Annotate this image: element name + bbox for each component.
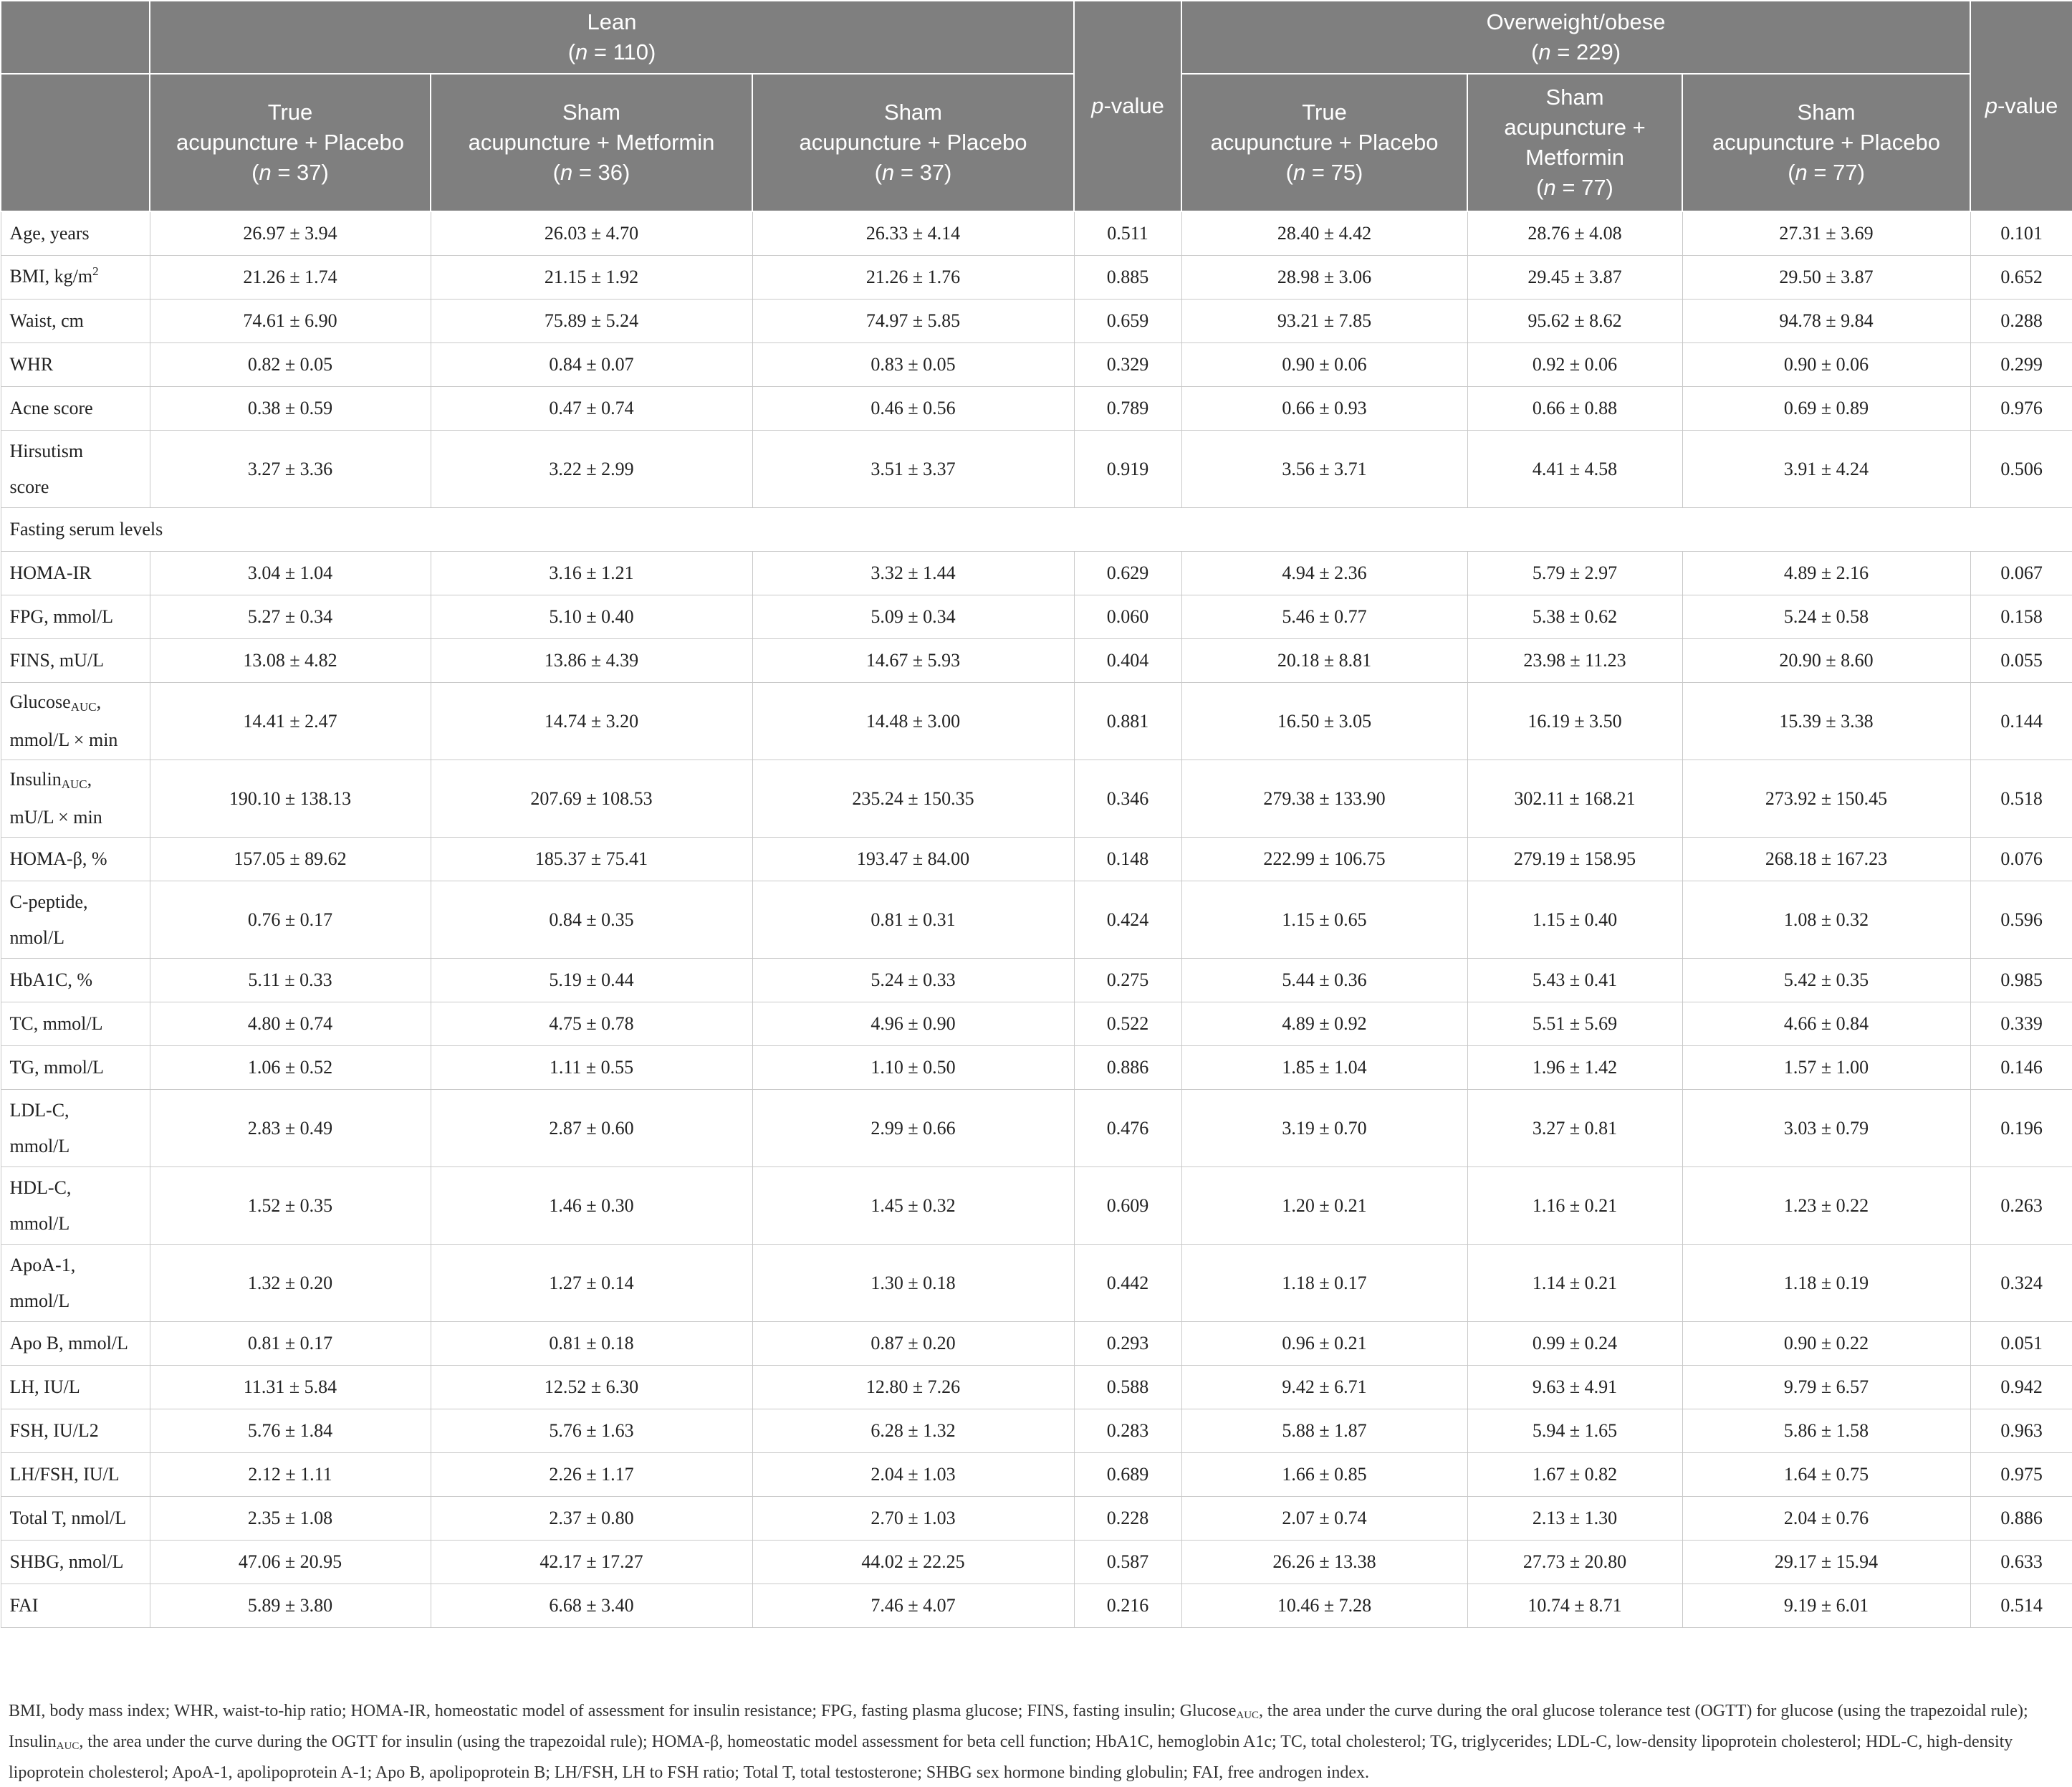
p-value-cell: 0.506 [1970, 431, 2072, 508]
group-header-n: (n = 36) [552, 160, 630, 185]
value-cell: 7.46 ± 4.07 [752, 1584, 1074, 1628]
value-cell: 28.40 ± 4.42 [1181, 211, 1467, 256]
value-cell: 15.39 ± 3.38 [1682, 683, 1970, 760]
group-header-line1: Sham [884, 100, 942, 125]
group-header-n: (n = 37) [251, 160, 329, 185]
value-cell: 27.31 ± 3.69 [1682, 211, 1970, 256]
value-cell: 1.18 ± 0.19 [1682, 1245, 1970, 1322]
value-cell: 1.66 ± 0.85 [1181, 1453, 1467, 1497]
value-cell: 14.41 ± 2.47 [150, 683, 431, 760]
value-cell: 268.18 ± 167.23 [1682, 838, 1970, 881]
group-header-n: (n = 75) [1285, 160, 1363, 185]
group-header-line1: Sham [1545, 85, 1604, 110]
value-cell: 193.47 ± 84.00 [752, 838, 1074, 881]
p-value-cell: 0.514 [1970, 1584, 2072, 1628]
p-value-cell: 0.228 [1074, 1497, 1181, 1541]
table-row [1, 508, 2072, 552]
value-cell: 0.90 ± 0.22 [1682, 1322, 1970, 1366]
p-value-cell: 0.652 [1970, 256, 2072, 300]
value-cell: 16.19 ± 3.50 [1467, 683, 1682, 760]
value-cell: 14.74 ± 3.20 [431, 683, 752, 760]
value-cell: 47.06 ± 20.95 [150, 1541, 431, 1584]
value-cell: 157.05 ± 89.62 [150, 838, 431, 881]
p-value-cell: 0.886 [1074, 1046, 1181, 1090]
p-value-cell: 0.689 [1074, 1453, 1181, 1497]
value-cell: 27.73 ± 20.80 [1467, 1541, 1682, 1584]
value-cell: 16.50 ± 3.05 [1181, 683, 1467, 760]
value-cell: 26.97 ± 3.94 [150, 211, 431, 256]
value-cell: 5.51 ± 5.69 [1467, 1002, 1682, 1046]
value-cell: 2.04 ± 1.03 [752, 1453, 1074, 1497]
table-row [1, 838, 2072, 881]
value-cell: 0.66 ± 0.93 [1181, 387, 1467, 431]
p-value-cell: 0.424 [1074, 881, 1181, 959]
p-value-cell: 0.522 [1074, 1002, 1181, 1046]
value-cell: 9.63 ± 4.91 [1467, 1366, 1682, 1409]
row-label: HbA1C, % [1, 959, 150, 1002]
value-cell: 273.92 ± 150.45 [1682, 760, 1970, 838]
row-label: Insulin$_{AUC}$, mU/L × min [1, 760, 150, 838]
value-cell: 0.81 ± 0.18 [431, 1322, 752, 1366]
p-value-cell: 0.885 [1074, 256, 1181, 300]
value-cell: 14.48 ± 3.00 [752, 683, 1074, 760]
table-row [1, 1453, 2072, 1497]
value-cell: 3.91 ± 4.24 [1682, 431, 1970, 508]
row-label: LH/FSH, IU/L [1, 1453, 150, 1497]
group-header-n: (n = 37) [874, 160, 952, 185]
value-cell: 2.26 ± 1.17 [431, 1453, 752, 1497]
row-label: ApoA-1, mmol/L [1, 1245, 150, 1322]
value-cell: 5.86 ± 1.58 [1682, 1409, 1970, 1453]
row-label: FSH, IU/L2 [1, 1409, 150, 1453]
value-cell: 5.88 ± 1.87 [1181, 1409, 1467, 1453]
value-cell: 0.87 ± 0.20 [752, 1322, 1074, 1366]
group-header-1 [150, 74, 431, 211]
value-cell: 14.67 ± 5.93 [752, 639, 1074, 683]
value-cell: 3.32 ± 1.44 [752, 552, 1074, 595]
value-cell: 302.11 ± 168.21 [1467, 760, 1682, 838]
value-cell: 5.89 ± 3.80 [150, 1584, 431, 1628]
value-cell: 0.66 ± 0.88 [1467, 387, 1682, 431]
table-body [1, 211, 2072, 1628]
value-cell: 3.04 ± 1.04 [150, 552, 431, 595]
row-label: BMI, $kg/m^2$ [1, 256, 150, 300]
value-cell: 0.90 ± 0.06 [1682, 343, 1970, 387]
value-cell: 2.07 ± 0.74 [1181, 1497, 1467, 1541]
value-cell: 5.24 ± 0.58 [1682, 595, 1970, 639]
value-cell: 0.90 ± 0.06 [1181, 343, 1467, 387]
table-row [1, 1366, 2072, 1409]
value-cell: 1.96 ± 1.42 [1467, 1046, 1682, 1090]
value-cell: 1.20 ± 0.21 [1181, 1167, 1467, 1245]
row-label: FAI [1, 1584, 150, 1628]
group-header-line1: True [1302, 100, 1347, 125]
value-cell: 4.66 ± 0.84 [1682, 1002, 1970, 1046]
value-cell: 10.74 ± 8.71 [1467, 1584, 1682, 1628]
value-cell: 1.45 ± 0.32 [752, 1167, 1074, 1245]
row-label: C-peptide, nmol/L [1, 881, 150, 959]
value-cell: 5.94 ± 1.65 [1467, 1409, 1682, 1453]
value-cell: 0.46 ± 0.56 [752, 387, 1074, 431]
p-value-cell: 0.942 [1970, 1366, 2072, 1409]
section-label: Fasting serum levels [1, 508, 2072, 552]
value-cell: 2.13 ± 1.30 [1467, 1497, 1682, 1541]
table-row [1, 1002, 2072, 1046]
value-cell: 0.96 ± 0.21 [1181, 1322, 1467, 1366]
table-row [1, 552, 2072, 595]
value-cell: 190.10 ± 138.13 [150, 760, 431, 838]
p-value-cell: 0.886 [1970, 1497, 2072, 1541]
value-cell: 0.69 ± 0.89 [1682, 387, 1970, 431]
table-row [1, 211, 2072, 256]
p-value-cell: 0.919 [1074, 431, 1181, 508]
table-row [1, 639, 2072, 683]
value-cell: 1.08 ± 0.32 [1682, 881, 1970, 959]
p-value-cell: 0.144 [1970, 683, 2072, 760]
value-cell: 5.11 ± 0.33 [150, 959, 431, 1002]
value-cell: 222.99 ± 106.75 [1181, 838, 1467, 881]
value-cell: 5.44 ± 0.36 [1181, 959, 1467, 1002]
row-label: Glucose$_{AUC}$, mmol/L × min [1, 683, 150, 760]
p-value-cell: 0.293 [1074, 1322, 1181, 1366]
row-label: Total T, nmol/L [1, 1497, 150, 1541]
value-cell: 2.99 ± 0.66 [752, 1090, 1074, 1167]
value-cell: 21.26 ± 1.76 [752, 256, 1074, 300]
value-cell: 26.26 ± 13.38 [1181, 1541, 1467, 1584]
value-cell: 1.15 ± 0.65 [1181, 881, 1467, 959]
value-cell: 5.19 ± 0.44 [431, 959, 752, 1002]
value-cell: 0.82 ± 0.05 [150, 343, 431, 387]
value-cell: 0.99 ± 0.24 [1467, 1322, 1682, 1366]
value-cell: 3.27 ± 3.36 [150, 431, 431, 508]
group-header-line2: acupuncture + Metformin [468, 130, 715, 155]
value-cell: 6.28 ± 1.32 [752, 1409, 1074, 1453]
p-value-cell: 0.609 [1074, 1167, 1181, 1245]
value-cell: 0.38 ± 0.59 [150, 387, 431, 431]
table-row [1, 343, 2072, 387]
row-label: Hirsutism score [1, 431, 150, 508]
value-cell: 2.70 ± 1.03 [752, 1497, 1074, 1541]
value-cell: 28.76 ± 4.08 [1467, 211, 1682, 256]
p-value-cell: 0.404 [1074, 639, 1181, 683]
p-value-cell: 0.283 [1074, 1409, 1181, 1453]
group-header-line2: acupuncture + [1504, 115, 1646, 140]
p-value-cell: 0.346 [1074, 760, 1181, 838]
table-row [1, 1090, 2072, 1167]
table-row [1, 1245, 2072, 1322]
value-cell: 3.03 ± 0.79 [1682, 1090, 1970, 1167]
value-cell: 5.24 ± 0.33 [752, 959, 1074, 1002]
value-cell: 2.83 ± 0.49 [150, 1090, 431, 1167]
value-cell: 5.10 ± 0.40 [431, 595, 752, 639]
row-label: LDL-C, mmol/L [1, 1090, 150, 1167]
table-footnote: BMI, body mass index; WHR, waist-to-hip ratio; HOMA-IR, homeostatic model of assessment for insulin resistance; FPG, fasting plasma glucose; FINS, fasting insulin; Glucose$_{AUC}$, the area under the curve during the oral glucose tolerance test (OGTT) for glucose (using the trapezoidal rule); Insulin$_{AUC}$, the area under the curve during the OGTT for insulin (using the trapezoidal rule); HOMA-β, homeostatic model assessment for beta cell function; HbA1C, hemoglobin A1c; TC, total cholesterol; TG, triglycerides; LDL-C, low-density lipoprotein cholesterol; HDL-C, high-density lipoprotein cholesterol; ApoA-1, apolipoprotein A-1; Apo B, apolipoprotein B; LH/FSH, LH to FSH ratio; Total T, total testosterone; SHBG sex hormone binding globulin; FAI, free androgen index. [9, 1702, 2028, 1782]
p-value-cell: 0.055 [1970, 639, 2072, 683]
value-cell: 4.80 ± 0.74 [150, 1002, 431, 1046]
table-row [1, 1409, 2072, 1453]
group-header-line2: acupuncture + Placebo [176, 130, 404, 155]
value-cell: 1.30 ± 0.18 [752, 1245, 1074, 1322]
table-row [1, 595, 2072, 639]
p-value-cell: 0.985 [1970, 959, 2072, 1002]
group-header-line3: Metformin [1525, 145, 1624, 170]
p-value-cell: 0.975 [1970, 1453, 2072, 1497]
row-label: FINS, mU/L [1, 639, 150, 683]
value-cell: 185.37 ± 75.41 [431, 838, 752, 881]
value-cell: 1.11 ± 0.55 [431, 1046, 752, 1090]
value-cell: 12.80 ± 7.26 [752, 1366, 1074, 1409]
value-cell: 0.84 ± 0.07 [431, 343, 752, 387]
value-cell: 1.06 ± 0.52 [150, 1046, 431, 1090]
value-cell: 5.79 ± 2.97 [1467, 552, 1682, 595]
table-row [1, 1497, 2072, 1541]
row-label: Age, years [1, 211, 150, 256]
table-row [1, 1046, 2072, 1090]
value-cell: 21.15 ± 1.92 [431, 256, 752, 300]
value-cell: 0.81 ± 0.31 [752, 881, 1074, 959]
table-row [1, 683, 2072, 760]
table-row [1, 431, 2072, 508]
value-cell: 20.90 ± 8.60 [1682, 639, 1970, 683]
value-cell: 29.45 ± 3.87 [1467, 256, 1682, 300]
value-cell: 0.81 ± 0.17 [150, 1322, 431, 1366]
p-value-cell: 0.976 [1970, 387, 2072, 431]
value-cell: 1.64 ± 0.75 [1682, 1453, 1970, 1497]
p-value-cell: 0.158 [1970, 595, 2072, 639]
p-value-cell: 0.051 [1970, 1322, 2072, 1366]
value-cell: 1.46 ± 0.30 [431, 1167, 752, 1245]
row-label: Acne score [1, 387, 150, 431]
p-value-cell: 0.101 [1970, 211, 2072, 256]
value-cell: 26.33 ± 4.14 [752, 211, 1074, 256]
p-value-cell: 0.148 [1074, 838, 1181, 881]
value-cell: 9.19 ± 6.01 [1682, 1584, 1970, 1628]
value-cell: 3.16 ± 1.21 [431, 552, 752, 595]
p-value-cell: 0.324 [1970, 1245, 2072, 1322]
obese-group-header [1181, 1, 1970, 74]
row-label: HOMA-β, % [1, 838, 150, 881]
row-label: TC, mmol/L [1, 1002, 150, 1046]
value-cell: 13.08 ± 4.82 [150, 639, 431, 683]
value-cell: 3.22 ± 2.99 [431, 431, 752, 508]
value-cell: 279.38 ± 133.90 [1181, 760, 1467, 838]
value-cell: 4.41 ± 4.58 [1467, 431, 1682, 508]
group-header-line1: True [267, 100, 313, 125]
p-value-cell: 0.339 [1970, 1002, 2072, 1046]
table-row [1, 1322, 2072, 1366]
group-header-line2: acupuncture + Placebo [1210, 130, 1439, 155]
p-value-cell: 0.299 [1970, 343, 2072, 387]
row-label: HOMA-IR [1, 552, 150, 595]
row-label: SHBG, nmol/L [1, 1541, 150, 1584]
p-value-cell: 0.881 [1074, 683, 1181, 760]
value-cell: 5.76 ± 1.84 [150, 1409, 431, 1453]
p-value-cell: 0.216 [1074, 1584, 1181, 1628]
value-cell: 1.27 ± 0.14 [431, 1245, 752, 1322]
row-label: LH, IU/L [1, 1366, 150, 1409]
row-label: Apo B, mmol/L [1, 1322, 150, 1366]
value-cell: 23.98 ± 11.23 [1467, 639, 1682, 683]
value-cell: 74.97 ± 5.85 [752, 300, 1074, 343]
value-cell: 29.50 ± 3.87 [1682, 256, 1970, 300]
value-cell: 75.89 ± 5.24 [431, 300, 752, 343]
corner-cell-lower [1, 74, 150, 211]
table-row [1, 387, 2072, 431]
p-value-cell: 0.511 [1074, 211, 1181, 256]
row-label: WHR [1, 343, 150, 387]
obese-n: (n = 229) [1531, 39, 1621, 64]
p-value-cell: 0.076 [1970, 838, 2072, 881]
lean-n: (n = 110) [567, 39, 656, 64]
p-value-cell: 0.587 [1074, 1541, 1181, 1584]
p-value-cell: 0.442 [1074, 1245, 1181, 1322]
p-value-cell: 0.476 [1074, 1090, 1181, 1167]
group-header-line2: acupuncture + Placebo [799, 130, 1027, 155]
row-label: TG, mmol/L [1, 1046, 150, 1090]
group-header-n: (n = 77) [1788, 160, 1865, 185]
value-cell: 11.31 ± 5.84 [150, 1366, 431, 1409]
value-cell: 1.18 ± 0.17 [1181, 1245, 1467, 1322]
value-cell: 5.27 ± 0.34 [150, 595, 431, 639]
value-cell: 13.86 ± 4.39 [431, 639, 752, 683]
p-value-cell: 0.659 [1074, 300, 1181, 343]
p-value-cell: 0.060 [1074, 595, 1181, 639]
value-cell: 0.47 ± 0.74 [431, 387, 752, 431]
p-value-cell: 0.146 [1970, 1046, 2072, 1090]
pvalue-header-obese-top: p-value [1970, 1, 2072, 211]
value-cell: 0.83 ± 0.05 [752, 343, 1074, 387]
value-cell: 6.68 ± 3.40 [431, 1584, 752, 1628]
value-cell: 3.56 ± 3.71 [1181, 431, 1467, 508]
value-cell: 5.46 ± 0.77 [1181, 595, 1467, 639]
value-cell: 29.17 ± 15.94 [1682, 1541, 1970, 1584]
value-cell: 1.23 ± 0.22 [1682, 1167, 1970, 1245]
value-cell: 2.87 ± 0.60 [431, 1090, 752, 1167]
value-cell: 1.10 ± 0.50 [752, 1046, 1074, 1090]
value-cell: 4.94 ± 2.36 [1181, 552, 1467, 595]
p-value-cell: 0.629 [1074, 552, 1181, 595]
table-row [1, 881, 2072, 959]
p-value-cell: 0.275 [1074, 959, 1181, 1002]
table-row [1, 959, 2072, 1002]
group-header-3 [752, 74, 1074, 211]
p-value-cell: 0.263 [1970, 1167, 2072, 1245]
value-cell: 9.42 ± 6.71 [1181, 1366, 1467, 1409]
value-cell: 5.76 ± 1.63 [431, 1409, 752, 1453]
value-cell: 4.75 ± 0.78 [431, 1002, 752, 1046]
value-cell: 4.89 ± 2.16 [1682, 552, 1970, 595]
table-row [1, 1167, 2072, 1245]
value-cell: 12.52 ± 6.30 [431, 1366, 752, 1409]
table-row [1, 1541, 2072, 1584]
value-cell: 5.42 ± 0.35 [1682, 959, 1970, 1002]
group-header-4 [1181, 74, 1467, 211]
value-cell: 5.43 ± 0.41 [1467, 959, 1682, 1002]
row-label: Waist, cm [1, 300, 150, 343]
pvalue-header-lean-top: p-value [1074, 1, 1181, 211]
group-header-6 [1682, 74, 1970, 211]
table-row [1, 300, 2072, 343]
value-cell: 44.02 ± 22.25 [752, 1541, 1074, 1584]
group-header-n: (n = 77) [1536, 175, 1613, 200]
p-value-cell: 0.596 [1970, 881, 2072, 959]
lean-group-header [150, 1, 1074, 74]
value-cell: 235.24 ± 150.35 [752, 760, 1074, 838]
value-cell: 3.51 ± 3.37 [752, 431, 1074, 508]
p-value-cell: 0.518 [1970, 760, 2072, 838]
value-cell: 207.69 ± 108.53 [431, 760, 752, 838]
value-cell: 2.04 ± 0.76 [1682, 1497, 1970, 1541]
corner-cell [1, 1, 150, 74]
value-cell: 1.32 ± 0.20 [150, 1245, 431, 1322]
value-cell: 3.19 ± 0.70 [1181, 1090, 1467, 1167]
value-cell: 0.92 ± 0.06 [1467, 343, 1682, 387]
p-value-cell: 0.789 [1074, 387, 1181, 431]
obese-title: Overweight/obese [1486, 9, 1666, 34]
value-cell: 1.57 ± 1.00 [1682, 1046, 1970, 1090]
p-value-cell: 0.196 [1970, 1090, 2072, 1167]
value-cell: 1.85 ± 1.04 [1181, 1046, 1467, 1090]
value-cell: 279.19 ± 158.95 [1467, 838, 1682, 881]
p-value-cell: 0.963 [1970, 1409, 2072, 1453]
row-label: HDL-C, mmol/L [1, 1167, 150, 1245]
value-cell: 5.09 ± 0.34 [752, 595, 1074, 639]
value-cell: 3.27 ± 0.81 [1467, 1090, 1682, 1167]
p-value-cell: 0.329 [1074, 343, 1181, 387]
p-value-cell: 0.588 [1074, 1366, 1181, 1409]
value-cell: 20.18 ± 8.81 [1181, 639, 1467, 683]
value-cell: 4.89 ± 0.92 [1181, 1002, 1467, 1046]
value-cell: 93.21 ± 7.85 [1181, 300, 1467, 343]
value-cell: 94.78 ± 9.84 [1682, 300, 1970, 343]
value-cell: 26.03 ± 4.70 [431, 211, 752, 256]
p-value-cell: 0.067 [1970, 552, 2072, 595]
value-cell: 10.46 ± 7.28 [1181, 1584, 1467, 1628]
table-row [1, 1584, 2072, 1628]
p-value-cell: 0.633 [1970, 1541, 2072, 1584]
value-cell: 9.79 ± 6.57 [1682, 1366, 1970, 1409]
value-cell: 0.84 ± 0.35 [431, 881, 752, 959]
value-cell: 42.17 ± 17.27 [431, 1541, 752, 1584]
value-cell: 74.61 ± 6.90 [150, 300, 431, 343]
lean-title: Lean [587, 9, 637, 34]
value-cell: 21.26 ± 1.74 [150, 256, 431, 300]
row-label: FPG, mmol/L [1, 595, 150, 639]
value-cell: 5.38 ± 0.62 [1467, 595, 1682, 639]
group-header-line2: acupuncture + Placebo [1712, 130, 1941, 155]
value-cell: 1.16 ± 0.21 [1467, 1167, 1682, 1245]
value-cell: 0.76 ± 0.17 [150, 881, 431, 959]
value-cell: 1.67 ± 0.82 [1467, 1453, 1682, 1497]
value-cell: 4.96 ± 0.90 [752, 1002, 1074, 1046]
group-header-line1: Sham [1797, 100, 1856, 125]
group-header-line1: Sham [562, 100, 620, 125]
group-header-5 [1467, 74, 1682, 211]
value-cell: 2.35 ± 1.08 [150, 1497, 431, 1541]
value-cell: 2.37 ± 0.80 [431, 1497, 752, 1541]
value-cell: 1.15 ± 0.40 [1467, 881, 1682, 959]
value-cell: 28.98 ± 3.06 [1181, 256, 1467, 300]
group-header-2 [431, 74, 752, 211]
value-cell: 2.12 ± 1.11 [150, 1453, 431, 1497]
table-row [1, 256, 2072, 300]
value-cell: 95.62 ± 8.62 [1467, 300, 1682, 343]
value-cell: 1.14 ± 0.21 [1467, 1245, 1682, 1322]
p-value-cell: 0.288 [1970, 300, 2072, 343]
value-cell: 1.52 ± 0.35 [150, 1167, 431, 1245]
table-row [1, 760, 2072, 838]
